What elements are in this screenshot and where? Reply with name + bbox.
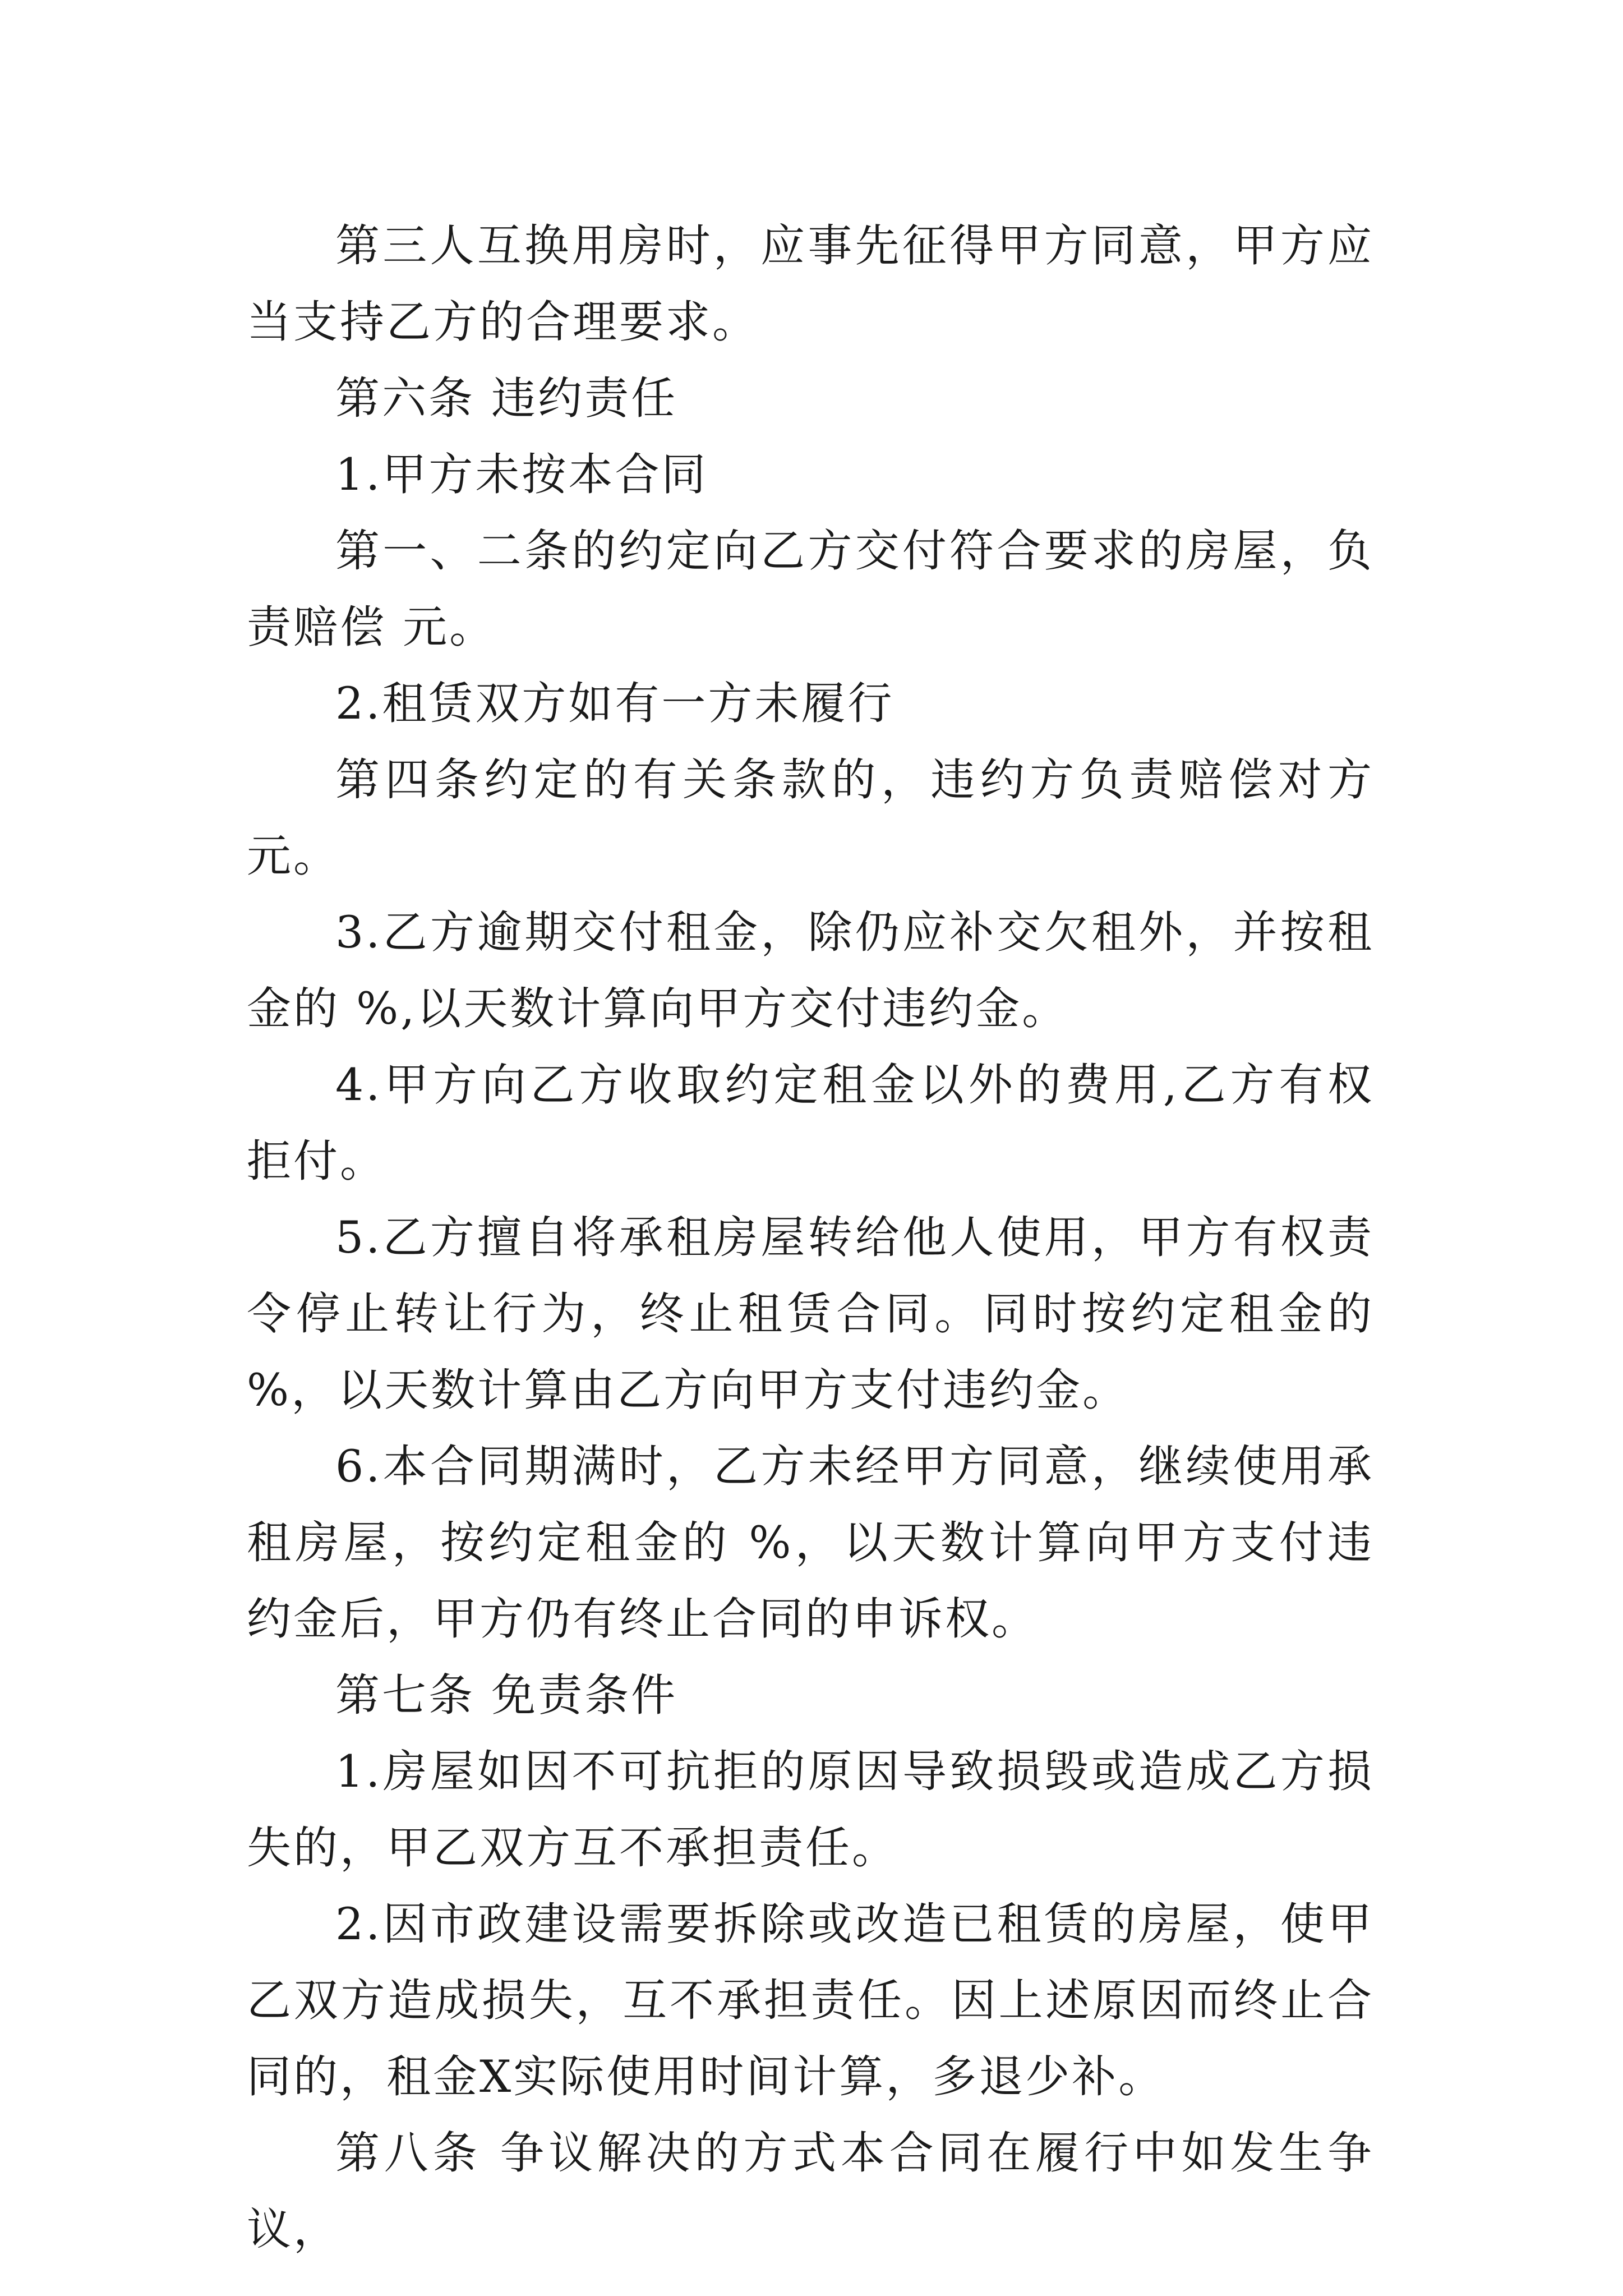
section-heading-article-6: 第六条 违约责任 — [335, 372, 678, 424]
paragraph-9: 5.乙方擅自将承租房屋转给他人使用，甲方有权责令停止转让行为，终止租赁合同。同时按约定租金的 %，以天数计算由乙方向甲方支付违约金。 — [247, 1212, 1374, 1416]
paragraph-8: 4.甲方向乙方收取约定租金以外的费用,乙方有权拒付。 — [247, 1059, 1374, 1187]
paragraph-12: 1.房屋如因不可抗拒的原因导致损毁或造成乙方损失的，甲乙双方互不承担责任。 — [247, 1746, 1374, 1874]
paragraph-1: 第三人互换用房时，应事先征得甲方同意，甲方应当支持乙方的合理要求。 — [247, 220, 1374, 348]
paragraph-6: 第四条约定的有关条款的，违约方负责赔偿对方 元。 — [247, 754, 1374, 882]
document-body — [247, 208, 1374, 2267]
paragraph-4: 第一、二条的约定向乙方交付符合要求的房屋，负责赔偿 元。 — [247, 525, 1374, 653]
paragraph-5: 2.租赁双方如有一方未履行 — [335, 678, 895, 729]
paragraph-7: 3.乙方逾期交付租金，除仍应补交欠租外，并按租金的 %,以天数计算向甲方交付违约金。 — [247, 907, 1374, 1034]
paragraph-3: 1.甲方未按本合同 — [335, 449, 708, 500]
section-heading-article-7: 第七条 免责条件 — [335, 1669, 678, 1721]
section-heading-article-8: 第八条 争议解决的方式本合同在履行中如发生争议， — [247, 2127, 1374, 2255]
paragraph-13: 2.因市政建设需要拆除或改造已租赁的房屋，使甲乙双方造成损失，互不承担责任。因上述原因而终止合同的，租金X实际使用时间计算，多退少补。 — [247, 1898, 1374, 2102]
paragraph-10: 6.本合同期满时，乙方未经甲方同意，继续使用承租房屋，按约定租金的 %，以天数计算向甲方支付违约金后，甲方仍有终止合同的申诉权。 — [247, 1441, 1374, 1645]
